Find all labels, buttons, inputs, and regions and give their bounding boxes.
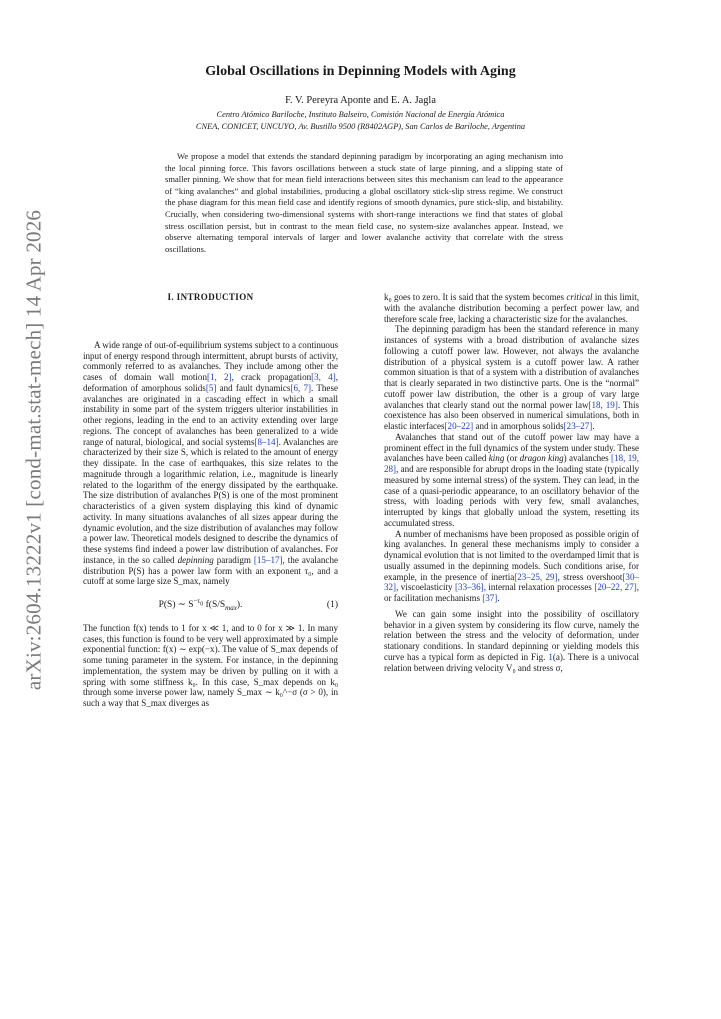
text-run: (or (504, 453, 520, 464)
text-run: and in amorphous solids (473, 421, 564, 431)
citation-link[interactable]: [23–25, 29] (514, 571, 558, 582)
text-run: , stress overshoot (557, 571, 623, 582)
affiliation-line-2: CNEA, CONICET, UNCUYO, Av. Bustillo 9500 (R8402AGP), San Carlos de Bariloche, Argentina (195, 122, 526, 131)
citation-link[interactable]: [3, 4] (311, 372, 336, 382)
text-run: The depinning paradigm has been the standard reference in many instances of systems with a broad distribution of avalanche sizes following a cutoff power law. However, not always the avalanche distribution of a physical system is a cutoff power law. A rather common situation is that of a system with a distribution of avalanches that is clearly separated in two distinctive parts. One is the “normal” cutoff power law distribution, the other is a group of vary large avalanches that clearly stand out the normal power law (384, 324, 639, 410)
equation-1 (83, 596, 338, 614)
text-run: . (497, 593, 500, 603)
text-run: king (488, 453, 505, 464)
text-run: Avalanches that stand out of the cutoff power law may have a prominent effect in the full dynamics of the system under study. These avalanches have been called (384, 431, 639, 464)
arxiv-identifier-sidebar (14, 209, 54, 691)
paper-title: Global Oscillations in Depinning Models with Aging (205, 64, 516, 79)
text-run: , deformation of amorphous solids (83, 372, 338, 393)
citation-link[interactable]: [18, 19] (588, 399, 618, 410)
text-run: , or facilitation mechanisms (384, 582, 640, 603)
text-run: depinning (177, 554, 214, 565)
intro-paragraph-4 (384, 324, 639, 432)
text-run: A number of mechanisms have been proposed as possible origin of king avalanches. In general these mechanisms imply to consider a dynamical evolution that is not limited to the overdamped limit that is usually assumed in the depinning models. Such conditions arise, for example, in the presence of inertia (384, 528, 639, 582)
affiliation-line-1: Centro Atómico Bariloche, Instituto Balseiro, Comisión Nacional de Energía Atómica (216, 110, 505, 119)
text-run: , the avalanche distribution P(S) has a power law form with an exponent τ₀, and a cutoff at some large size S_max, namely (83, 554, 338, 587)
citation-link[interactable]: [33–36] (455, 582, 484, 593)
citation-link[interactable]: [8–14] (254, 436, 279, 447)
citation-link[interactable]: [20–22] (444, 421, 474, 431)
citation-link[interactable]: [6, 7] (290, 382, 312, 393)
abstract: We propose a model that extends the standard depinning paradigm by incorporating an aging mechanism into the local pinning force. This favors oscillations between a stuck state of large pinning, and a slipping state of smaller pinning. We show that for mean field interactions between sites this mechanism can lead to the appearance of “king avalanches” and global instabilities, producing a global oscillatory stick-slip stress regime. We construct the phase diagram for this mean field case and identify regions of smooth dynamics, pure stick-slip, and bistability. Crucially, when considering two-dimensional systems with short-range interactions we find that states of global stress oscillation persist, but in contrast to the mean field case, no system-size avalanches appear. Instead, we observe alternating temporal intervals of larger and lower avalanche activity that correlate with the stress oscillations. (165, 151, 563, 254)
text-run: ) avalanches (563, 453, 612, 464)
text-run: , and are responsible for abrupt drops in the loading state (typically measured by some internal stress) of the system. They can lead, in the case of a quasi-periodic appearance, to an oscillatory behavior of the stress, with loading periods with very few, small avalanches, interrupted by kings that globally unload the system, resetting its accumulated stress. (384, 464, 639, 528)
equation-body: P(S) ∼ $S^{-\tau_0}$ $f(S/S_{max})$. (158, 597, 243, 613)
citation-link[interactable]: 1 (548, 651, 553, 662)
intro-paragraph-5 (384, 432, 639, 529)
intro-paragraph-1 (83, 340, 338, 587)
citation-link[interactable]: [20–22, 27] (594, 582, 637, 593)
citation-link[interactable]: [23–27] (563, 421, 593, 431)
text-run: , viscoelasticity (396, 582, 456, 593)
equation-number: (1) (326, 599, 338, 610)
text-run: paradigm (213, 554, 254, 565)
text-run: . This coexistence has also been observed in numerical simulations, both in elastic interfaces (384, 399, 639, 431)
arxiv-identifier: arXiv:2604.13222v1 [cond-mat.stat-mech] 14 Apr 2026 (21, 209, 46, 691)
left-column (83, 292, 338, 709)
text-run: . (592, 421, 595, 431)
text-run: We can gain some insight into the possibility of oscillatory behavior in a given system by considering its flow curve, namely the relation between the stress and the velocity of deformation, under stationary conditions. In standard depinning or yielding models this curve has a typical form as depicted in Fig. (384, 608, 639, 662)
text-run: and fault dynamics (216, 382, 291, 393)
citation-link[interactable]: [15–17] (253, 554, 283, 565)
text-run: (a). There is a univocal relation between driving velocity V₀ and stress σ, (384, 651, 640, 673)
citation-link[interactable]: [30–32] (384, 571, 639, 593)
citation-link[interactable]: [18, 19, 28] (384, 453, 639, 474)
intro-paragraph-7 (384, 609, 639, 674)
intro-paragraph-6 (384, 529, 639, 604)
text-run: , crack propagation (231, 372, 312, 382)
right-column (384, 292, 639, 673)
text-run: critical (566, 292, 593, 302)
citation-link[interactable]: [37] (482, 593, 498, 603)
text-run: , internal relaxation processes (483, 582, 595, 593)
section-heading: I. INTRODUCTION (167, 292, 254, 302)
text-run: in this limit, with the avalanche distribution becoming a perfect power law, and therefore scale free, lacking a characteristic size for the avalanches. (384, 292, 639, 324)
intro-paragraph-2: The function f(x) tends to 1 for x ≪ 1, and to 0 for x ≫ 1. In many cases, this function is found to be very well approximated by a simple exponential function: f(x) ∼ exp(−x). The value of S_max depends of some tuning parameter in the system. For instance, in the depinning implementation, the system may be driven by pulling on it with a spring with some stiffness k₀. In this case, S_max depends on k₀ through some inverse power law, namely S_max ∼ k₀^−σ (σ > 0), in such a way that S_max diverges as (83, 622, 338, 709)
citation-link[interactable]: [1, 2] (206, 372, 232, 382)
text-run: dragon king (519, 453, 564, 464)
authors: F. V. Pereyra Aponte and E. A. Jagla (285, 95, 436, 106)
text-run: A wide range of out-of-equilibrium systems subject to a continuous input of energy respond through intermittent, abrupt bursts of activity, commonly referred to as avalanches. They include among other the cases of domain wall motion (83, 339, 338, 382)
citation-link[interactable]: [5] (205, 382, 217, 393)
text-run: . Avalanches are characterized by their size S, which is related to the amount of energy they dissipate. In the case of earthquakes, this size relates to the magnitude through a logarithmic relation, i.e., magnitude is linearly related to the logarithm of the energy dissipated by the earthquake. The size distribution of avalanches P(S) is one of the most prominent characteristics of a given system displaying this kind of dynamic activity. In many situations avalanches of all sizes appear during the dynamic evolution, and the size distribution of avalanches may follow a power law. Theoretical models designed to describe the dynamics of these systems find indeed a power law distribution of avalanches. For instance, in the so called (83, 436, 338, 565)
intro-paragraph-3 (384, 292, 639, 324)
text-run: . These avalanches are originated in a cascading effect in which a small instability in some part of the system triggers ulterior instabilities in other regions, leading in the end to an activity extending over large regions. The concept of avalanches has been generalized to a wide range of natural, biological, and social systems (83, 382, 338, 447)
text-run: k₀ goes to zero. It is said that the system becomes (384, 292, 567, 302)
